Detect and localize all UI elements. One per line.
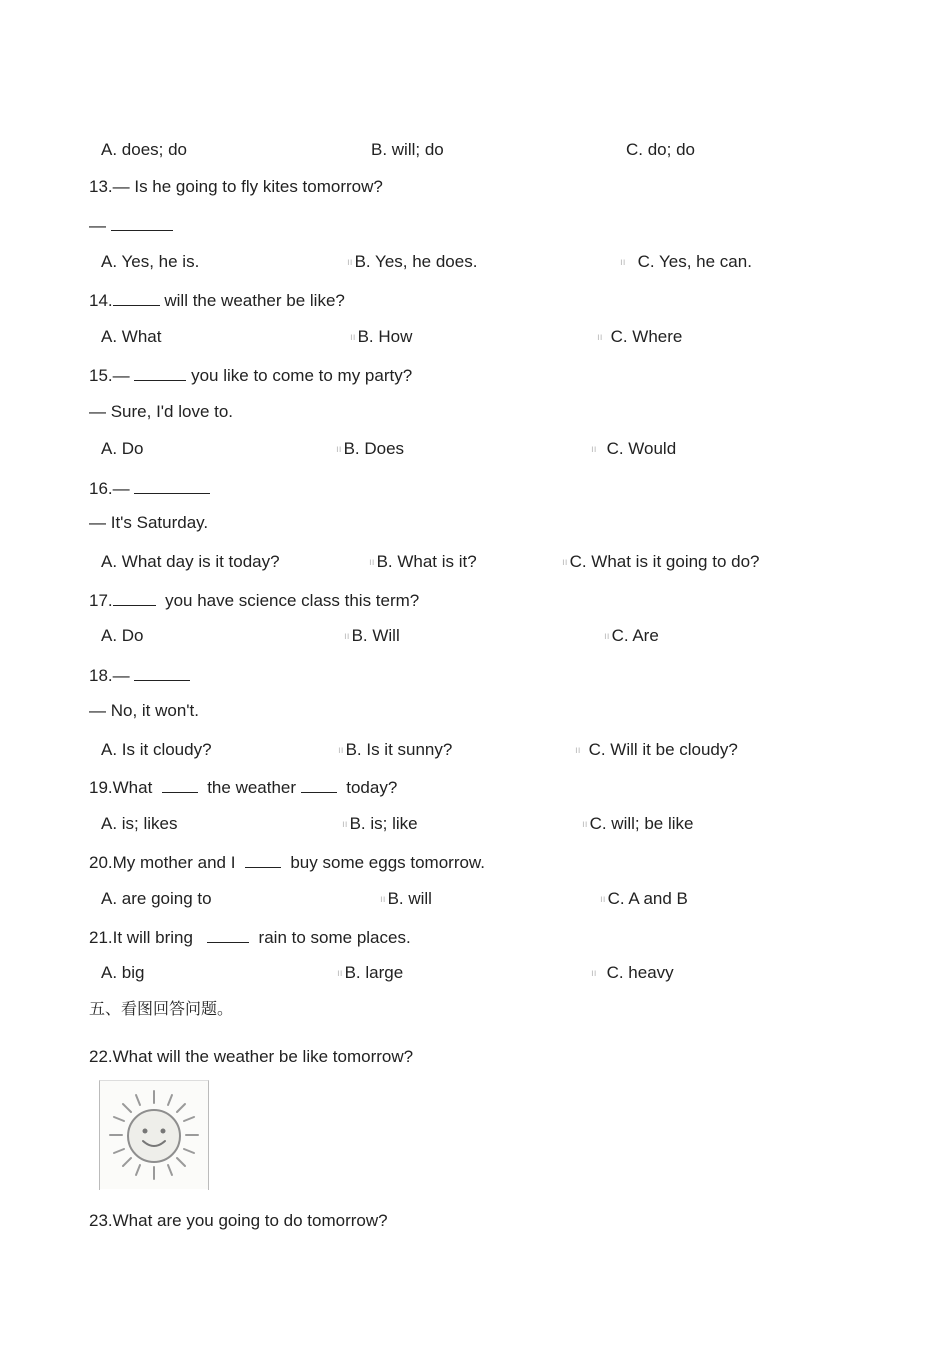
q15-prefix: 15.— xyxy=(89,366,135,385)
option-marker: ıı xyxy=(620,257,626,268)
answer-blank[interactable] xyxy=(134,364,186,381)
q20-prefix: 20.My mother and I xyxy=(89,853,245,872)
option-marker: ıı xyxy=(337,968,343,979)
q17-prefix: 17. xyxy=(89,591,113,610)
q15-suffix: you like to come to my party? xyxy=(186,366,413,385)
q17-option-c-label: C. Are xyxy=(611,626,659,645)
q16-option-c[interactable] xyxy=(562,552,760,575)
q12-option-c[interactable]: C. do; do xyxy=(626,140,695,159)
q14-prefix: 14. xyxy=(89,291,113,310)
q20-option-a[interactable]: A. are going to xyxy=(101,889,212,908)
q20-stem xyxy=(89,851,485,873)
q21-option-b[interactable] xyxy=(337,963,403,986)
q17-suffix: you have science class this term? xyxy=(155,591,420,610)
q16-stem xyxy=(89,477,210,499)
q18-option-c-label: C. Will it be cloudy? xyxy=(588,740,738,759)
option-marker: ıı xyxy=(604,631,610,642)
q14-option-b[interactable] xyxy=(350,327,412,350)
answer-blank[interactable] xyxy=(134,477,210,494)
answer-blank[interactable] xyxy=(245,851,281,868)
option-marker: ıı xyxy=(369,557,375,568)
q13-option-b[interactable] xyxy=(347,252,477,275)
q16-reply: — It's Saturday. xyxy=(89,513,209,532)
q12-option-b[interactable]: B. will; do xyxy=(371,140,444,159)
q17-option-b[interactable] xyxy=(344,626,400,649)
option-marker: ıı xyxy=(575,745,581,756)
q19-middle: the weather xyxy=(197,778,301,797)
option-marker: ıı xyxy=(336,444,342,455)
q16-option-b[interactable] xyxy=(369,552,477,575)
answer-blank[interactable] xyxy=(113,289,160,306)
q17-option-b-label: B. Will xyxy=(351,626,400,645)
q14-option-b-label: B. How xyxy=(357,327,413,346)
q14-option-c-label: C. Where xyxy=(610,327,683,346)
q13-option-c[interactable] xyxy=(620,252,752,275)
answer-blank[interactable] xyxy=(162,776,198,793)
q21-stem xyxy=(89,926,411,948)
q19-option-c-label: C. will; be like xyxy=(589,814,694,833)
q18-reply: — No, it won't. xyxy=(89,701,200,720)
q13-option-b-label: B. Yes, he does. xyxy=(354,252,478,271)
q19-option-a[interactable]: A. is; likes xyxy=(101,814,178,833)
q19-stem xyxy=(89,776,397,798)
q21-suffix: rain to some places. xyxy=(249,928,411,947)
q21-option-c[interactable] xyxy=(591,963,674,986)
q21-prefix: 21.It will bring xyxy=(89,928,208,947)
option-marker: ıı xyxy=(338,745,344,756)
q20-option-c-label: C. A and B xyxy=(607,889,688,908)
q15-option-b-label: B. Does xyxy=(343,439,405,458)
section-5-heading: 五、看图回答问题。 xyxy=(89,999,234,1018)
smiling-sun-icon xyxy=(100,1081,208,1189)
option-marker: ıı xyxy=(344,631,350,642)
answer-blank[interactable] xyxy=(113,589,156,606)
q14-option-c[interactable] xyxy=(597,327,682,350)
q20-option-c[interactable] xyxy=(600,889,688,912)
q19-suffix: today? xyxy=(336,778,398,797)
q18-option-a[interactable]: A. Is it cloudy? xyxy=(101,740,212,759)
option-marker: ıı xyxy=(347,257,353,268)
q13-stem: 13.— Is he going to fly kites tomorrow? xyxy=(89,177,383,196)
answer-blank[interactable] xyxy=(134,664,190,681)
q22-picture xyxy=(99,1080,209,1190)
answer-blank[interactable] xyxy=(111,214,173,231)
option-marker: ıı xyxy=(591,968,597,979)
q14-suffix: will the weather be like? xyxy=(159,291,345,310)
option-marker: ıı xyxy=(597,332,603,343)
q19-option-c[interactable] xyxy=(582,814,693,837)
q20-option-b-label: B. will xyxy=(387,889,432,908)
option-marker: ıı xyxy=(562,557,568,568)
q13-option-a[interactable]: A. Yes, he is. xyxy=(101,252,200,271)
option-marker: ıı xyxy=(582,819,588,830)
q18-option-b-label: B. Is it sunny? xyxy=(345,740,453,759)
q14-option-a[interactable]: A. What xyxy=(101,327,162,346)
q18-option-b[interactable] xyxy=(338,740,452,763)
q17-option-a[interactable]: A. Do xyxy=(101,626,144,645)
q12-option-a[interactable]: A. does; do xyxy=(101,140,188,159)
option-marker: ıı xyxy=(342,819,348,830)
q20-suffix: buy some eggs tomorrow. xyxy=(280,853,485,872)
q21-option-b-label: B. large xyxy=(344,963,404,982)
q18-stem xyxy=(89,664,190,686)
q16-option-a[interactable]: A. What day is it today? xyxy=(101,552,280,571)
q15-option-b[interactable] xyxy=(336,439,404,462)
option-marker: ıı xyxy=(591,444,597,455)
q18-option-c[interactable] xyxy=(575,740,738,763)
q13-reply-prefix: — xyxy=(89,216,111,235)
q15-option-a[interactable]: A. Do xyxy=(101,439,144,458)
answer-blank[interactable] xyxy=(301,776,337,793)
q15-stem xyxy=(89,364,412,386)
q18-prefix: 18.— xyxy=(89,666,135,685)
option-marker: ıı xyxy=(350,332,356,343)
option-marker: ıı xyxy=(380,894,386,905)
q16-option-b-label: B. What is it? xyxy=(376,552,477,571)
q22-stem: 22.What will the weather be like tomorrow? xyxy=(89,1047,414,1066)
q17-option-c[interactable] xyxy=(604,626,659,649)
q15-reply: — Sure, I'd love to. xyxy=(89,402,234,421)
q21-option-c-label: C. heavy xyxy=(606,963,674,982)
q19-prefix: 19.What xyxy=(89,778,162,797)
q19-option-b[interactable] xyxy=(342,814,418,837)
q23-stem: 23.What are you going to do tomorrow? xyxy=(89,1211,388,1230)
option-marker: ıı xyxy=(600,894,606,905)
q15-option-c[interactable] xyxy=(591,439,676,462)
q16-option-c-label: C. What is it going to do? xyxy=(569,552,760,571)
q19-option-b-label: B. is; like xyxy=(349,814,418,833)
q16-prefix: 16.— xyxy=(89,479,135,498)
q20-option-b[interactable] xyxy=(380,889,432,912)
answer-blank[interactable] xyxy=(207,926,249,943)
q15-option-c-label: C. Would xyxy=(606,439,677,458)
q13-option-c-label: C. Yes, he can. xyxy=(637,252,752,271)
q21-option-a[interactable]: A. big xyxy=(101,963,145,982)
q17-stem xyxy=(89,589,419,611)
q13-reply xyxy=(89,214,173,236)
q14-stem xyxy=(89,289,345,311)
